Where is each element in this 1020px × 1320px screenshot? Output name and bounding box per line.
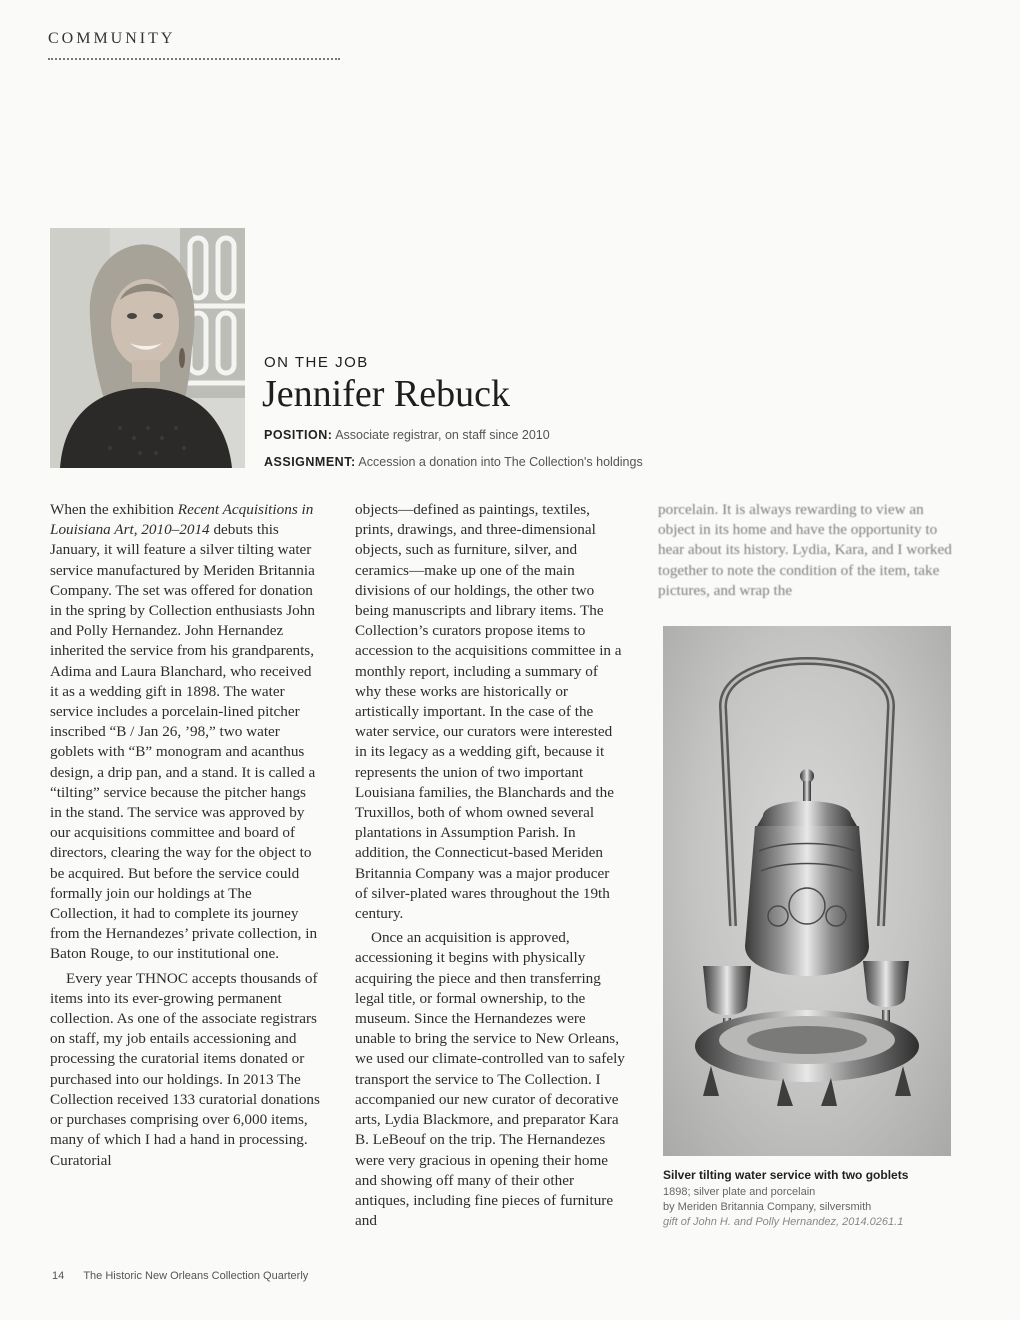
section-divider: [48, 58, 340, 60]
paragraph-text: When the exhibition: [50, 501, 178, 518]
caption-title: Silver tilting water service with two goblets: [663, 1168, 909, 1182]
article-paragraph: objects—defined as paintings, textiles, prints, drawings, and three-dimensional objects, such as furniture, silver, and ceramics—make up one of the main divisions of our holdings, the other two being manuscripts and library items. The Collection’s curators propose items to accession to the acquisitions committee in a monthly report, including a summary of why these works are historically or artistically important. In the case of the water service, our curators were interested in its legacy as a wedding gift, because it represents the union of two important Louisiana families, the Blanchards and the Truxillos, both of whom owned several plantations in Assumption Parish. In addition, the Connecticut-based Meriden Britannia Company was a major producer of silver-plated wares throughout the 19th century.: [355, 501, 622, 923]
exhibition-title: Recent Acquisitions in Louisiana Art, 2010–2014: [50, 501, 314, 539]
feature-kicker: ON THE JOB: [264, 354, 369, 371]
page-number: 14: [52, 1270, 65, 1282]
portrait-illustration: [50, 228, 245, 468]
assignment-line: [264, 455, 643, 469]
article-column-2: [355, 500, 625, 1231]
article-paragraph: Every year THNOC accepts thousands of items into its ever-growing permanent collection. As one of the associate registrars on staff, my job entails accessioning and processing the curatorial items donated or purchased into our holdings. In 2013 The Collection received 133 curatorial donations or purchases comprising over 6,000 items, many of which I had a hand in processing. Curatorial: [50, 969, 320, 1169]
article-paragraph: porcelain. It is always rewarding to view an object in its home and have the opportunity to hear about its history. Lydia, Kara, and I worked together to note the condition of the item, take pictures, and wrap the: [658, 501, 952, 599]
article-paragraph: [50, 500, 320, 965]
position-value: Associate registrar, on staff since 2010: [335, 428, 550, 442]
feature-name: Jennifer Rebuck: [262, 373, 510, 415]
water-service-photo: [663, 626, 951, 1156]
article-column-1: [50, 500, 320, 1171]
portrait-photo: [50, 228, 245, 468]
assignment-label: ASSIGNMENT:: [264, 455, 356, 469]
page-footer: [52, 1270, 308, 1282]
publication-name: The Historic New Orleans Collection Quarterly: [83, 1270, 309, 1282]
paragraph-text: debuts this January, it will feature a silver tilting water service manufactured by Meriden Britannia Company. The set was offered for donation in the spring by Collection enthusiasts John and Polly Hernandez. John Hernandez inherited the service from his grandparents, Adima and Laura Blanchard, who received it as a wedding gift in 1898. The water service includes a porcelain-lined pitcher inscribed “B / Jan 26, ’98,” two water goblets with “B” monogram and acanthus design, a drip pan, and a stand. It is called a “tilting” service because the pitcher hangs in the stand. The service was approved by our acquisitions committee and board of directors, clearing the way for the object to be acquired. But before the service could formally join our holdings at The Collection, it had to complete its journey from the Hernandezes’ private collection, in Baton Rouge, to our institutional one.: [50, 521, 318, 963]
caption-line: 1898; silver plate and porcelain: [663, 1186, 816, 1198]
caption-credit: gift of John H. and Polly Hernandez, 2014.0261.1: [663, 1216, 904, 1228]
water-service-illustration: [663, 626, 951, 1156]
position-label: POSITION:: [264, 428, 333, 442]
assignment-value: Accession a donation into The Collection's holdings: [358, 455, 643, 469]
article-column-3: [658, 500, 958, 601]
position-line: [264, 428, 550, 442]
caption-line: by Meriden Britannia Company, silversmith: [663, 1201, 872, 1213]
section-label: COMMUNITY: [48, 30, 176, 47]
photo-caption: [663, 1168, 963, 1230]
article-paragraph: Once an acquisition is approved, accessioning it begins with physically acquiring the piece and then transferring legal title, or formal ownership, to the museum. Since the Hernandezes were unable to bring the service to New Orleans, we used our climate-controlled van to safely transport the service to The Collection. I accompanied our new curator of decorative arts, Lydia Blackmore, and preparator Kara B. LeBeouf on the trip. The Hernandezes were very gracious in opening their home and showing off many of their other antiques, including fine pieces of furniture and: [355, 929, 625, 1230]
